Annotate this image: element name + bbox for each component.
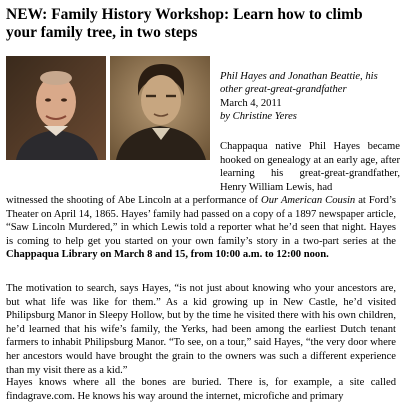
article-paragraph-2: The motivation to search, says Hayes, “is not just about knowing who your ancestors are, but what life was like for them.” As a kid growing up in New Castle, he’d visited Philipsburg Manor in Sleepy Hollow, but by the time he visited there with his own children, he’d learned that his wife’s family, the Yerks, had been among the earliest Dutch tenant farmers to inhabit Philipsburg Manor. “To see, on a tour,” said Hayes, “the very door where her ancestors would have brought the grain to the owners was such a different experience than my visit there as a kid.” xyxy=(6,283,396,376)
article-paragraph-1-intro: Chappaqua native Phil Hayes became hooked on genealogy at an early age, after learning his great-great-grandfather, Henry William Lewis, had xyxy=(220,141,400,193)
paragraph-text: Hayes knows where all the bones are buried. There is, for example, a site called xyxy=(6,377,396,388)
paragraph-text: . He knows his way around the internet, microfiche and primary xyxy=(72,390,344,402)
article-paragraph-1-continued xyxy=(6,194,396,262)
play-title: Our American Cousin xyxy=(261,195,356,206)
article-paragraph-3 xyxy=(6,376,396,403)
workshop-schedule: Chappaqua Library on March 8 and 15, from 10:00 a.m. to 12:00 noon. xyxy=(6,249,329,261)
photo-row xyxy=(6,56,216,161)
headline-lead: NEW: xyxy=(6,6,48,23)
photo-caption-byline xyxy=(220,70,400,124)
photo-phil-hayes xyxy=(6,56,106,160)
headline-title: Family History Workshop: Learn how to climb your family tree, in two steps xyxy=(6,6,363,41)
paragraph-text: witnessed the shooting of Abe Lincoln at a performance of xyxy=(6,195,259,206)
photo-caption: Phil Hayes and Jonathan Beattie, his other great-great-grandfather xyxy=(220,71,378,96)
portrait-photo-icon xyxy=(6,56,106,160)
article-date: March 4, 2011 xyxy=(220,97,282,109)
headline xyxy=(6,6,396,42)
paragraph-text: at Ford’s Theater on April 14, 1865. Hayes’ family had passed on a copy of a 1897 newspaper article, “Saw Lincoln Murdered,” in which Lewis told a reporter what he’d seen that night. Hayes is coming to help get you started on your own family’s story in a two-part series at the xyxy=(6,195,396,247)
portrait-photo-icon xyxy=(110,56,210,160)
findagrave-link[interactable]: findagrave.com xyxy=(6,390,73,402)
article-page xyxy=(6,6,400,402)
article-author: by Christine Yeres xyxy=(220,111,297,123)
photo-jonathan-beattie xyxy=(110,56,210,160)
